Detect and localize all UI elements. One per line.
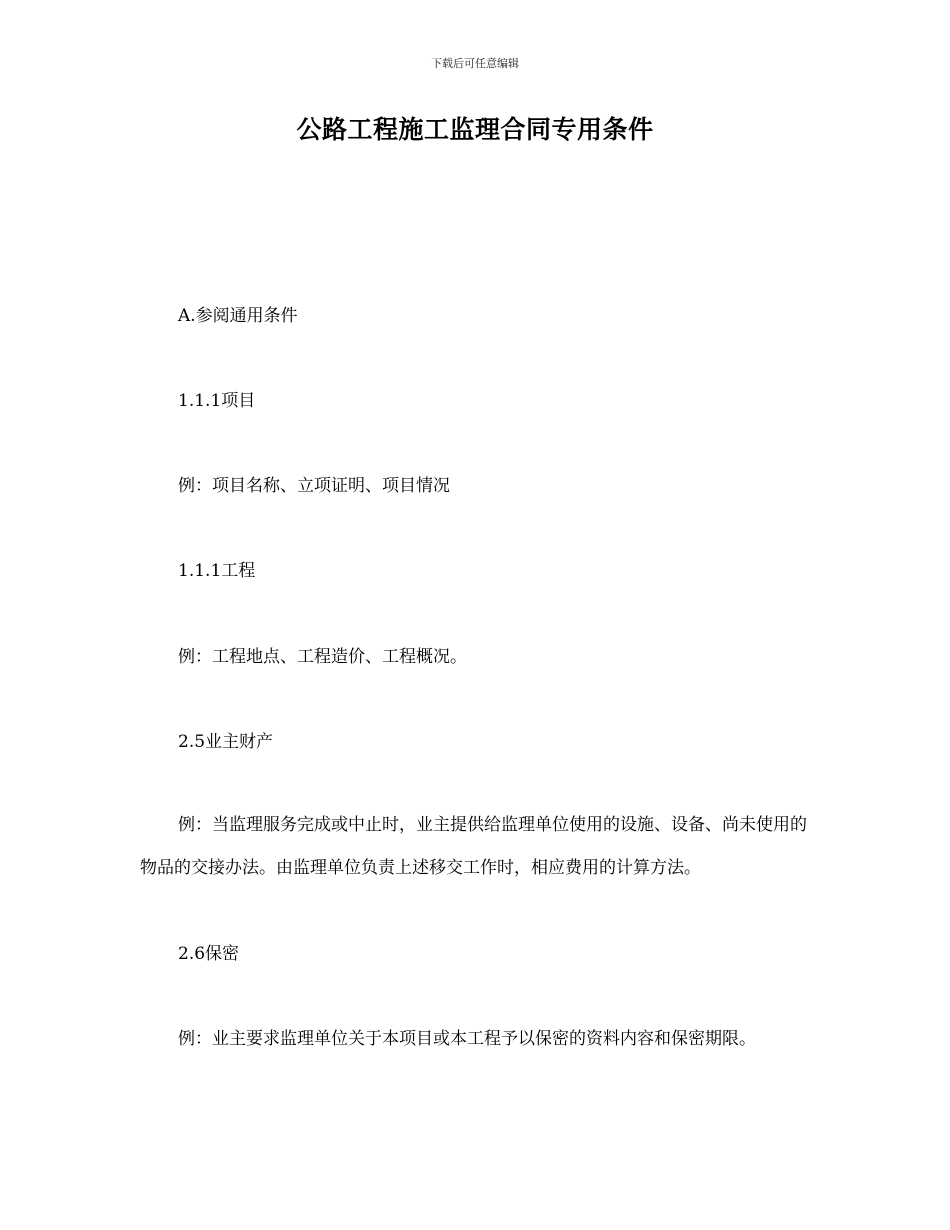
document-title: 公路工程施工监理合同专用条件 [296,115,654,144]
clause-heading: 2.6保密 [178,944,240,964]
section-heading: A.参阅通用条件 [178,306,298,326]
clause-heading: 2.5业主财产 [178,732,274,752]
clause-example: 例：业主要求监理单位关于本项目或本工程予以保密的资料内容和保密期限。 [178,1029,756,1049]
clause-heading: 1.1.1工程 [178,561,256,581]
clause-example-paragraph: 例：当监理服务完成或中止时，业主提供给监理单位使用的设施、设备、尚未使用的物品的交接办法。由监理单位负责上述移交工作时，相应费用的计算方法。 [140,815,807,878]
page-header-note: 下载后可任意编辑 [431,57,519,70]
clause-example: 例：项目名称、立项证明、项目情况 [178,476,450,496]
clause-example: 例：工程地点、工程造价、工程概况。 [178,647,467,667]
clause-heading: 1.1.1项目 [178,391,256,411]
